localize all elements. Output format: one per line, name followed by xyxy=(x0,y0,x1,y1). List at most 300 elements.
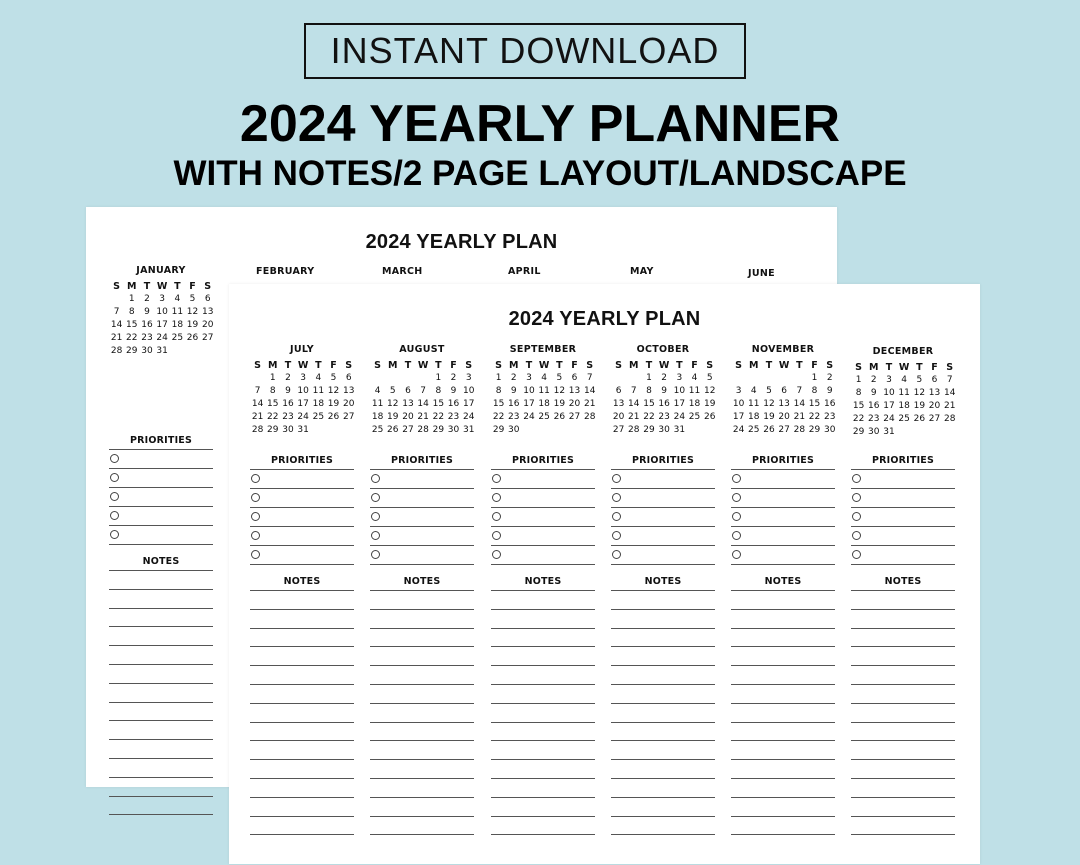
priority-checkbox[interactable] xyxy=(612,493,621,502)
calendar-day: 4 xyxy=(174,294,181,304)
weekday-label: S xyxy=(855,362,863,373)
notes-line[interactable] xyxy=(109,702,213,703)
notes-line[interactable] xyxy=(731,609,835,610)
notes-line[interactable] xyxy=(250,665,354,666)
calendar-day: 29 xyxy=(808,425,821,435)
priority-checkbox[interactable] xyxy=(612,531,621,540)
notes-line[interactable] xyxy=(491,628,595,629)
calendar-day: 6 xyxy=(204,294,211,304)
notes-line[interactable] xyxy=(370,684,474,685)
notes-line[interactable] xyxy=(370,740,474,741)
calendar-day xyxy=(927,426,942,439)
notes-line[interactable] xyxy=(370,646,474,647)
calendar-day: 27 xyxy=(568,412,581,422)
calendar-day: 15 xyxy=(267,399,279,409)
notes-line[interactable] xyxy=(250,722,354,723)
calendar-day: 2 xyxy=(510,373,517,383)
notes-line[interactable] xyxy=(250,778,354,779)
weekday-label: T xyxy=(315,360,322,371)
notes-line[interactable] xyxy=(250,684,354,685)
notes-line[interactable] xyxy=(851,684,955,685)
notes-line[interactable] xyxy=(109,777,213,778)
priority-rule xyxy=(109,544,213,545)
month-name: JULY xyxy=(290,344,314,355)
priority-rule xyxy=(851,507,955,508)
calendar-day: 25 xyxy=(898,414,910,424)
notes-line[interactable] xyxy=(109,626,213,627)
priority-checkbox[interactable] xyxy=(492,550,501,559)
priority-rule xyxy=(109,506,213,507)
weekday-label: T xyxy=(676,360,683,371)
calendar-day: 28 xyxy=(251,425,264,435)
calendar-day: 14 xyxy=(943,388,956,398)
priority-checkbox[interactable] xyxy=(371,550,380,559)
weekday-label: T xyxy=(404,360,412,371)
notes-line[interactable] xyxy=(851,778,955,779)
calendar-day: 6 xyxy=(781,386,788,396)
calendar-day: 22 xyxy=(126,333,138,343)
priority-rule xyxy=(370,469,474,470)
weekday-label: S xyxy=(495,360,503,371)
calendar-day: 5 xyxy=(916,375,923,385)
priority-checkbox[interactable] xyxy=(732,531,741,540)
notes-line[interactable] xyxy=(491,646,595,647)
notes-line[interactable] xyxy=(370,722,474,723)
calendar-day: 24 xyxy=(732,425,745,435)
calendar-day xyxy=(687,424,702,437)
notes-line[interactable] xyxy=(731,684,835,685)
notes-line[interactable] xyxy=(851,797,955,798)
calendar-day: 30 xyxy=(508,425,520,435)
calendar-day: 5 xyxy=(189,294,196,304)
notes-line[interactable] xyxy=(611,722,715,723)
weekday-label: T xyxy=(174,281,181,292)
priority-checkbox[interactable] xyxy=(732,550,741,559)
priority-checkbox[interactable] xyxy=(110,473,119,482)
weekday-label: S xyxy=(345,360,353,371)
priority-checkbox[interactable] xyxy=(371,493,380,502)
notes-line[interactable] xyxy=(731,740,835,741)
calendar-day: 7 xyxy=(630,386,637,396)
calendar-day: 17 xyxy=(156,320,168,330)
priority-checkbox[interactable] xyxy=(612,512,621,521)
calendar-day: 1 xyxy=(128,294,135,304)
notes-line[interactable] xyxy=(250,759,354,760)
weekday-label: S xyxy=(374,360,382,371)
calendar-day: 6 xyxy=(615,386,622,396)
calendar-day: 29 xyxy=(267,425,279,435)
priorities-heading: PRIORITIES xyxy=(270,455,334,466)
priority-checkbox[interactable] xyxy=(852,550,861,559)
calendar-day: 18 xyxy=(371,412,384,422)
weekday-label: F xyxy=(330,360,337,371)
priority-checkbox[interactable] xyxy=(492,512,501,521)
notes-line[interactable] xyxy=(250,590,354,591)
notes-line[interactable] xyxy=(731,703,835,704)
notes-line[interactable] xyxy=(611,740,715,741)
notes-line[interactable] xyxy=(109,739,213,740)
calendar-day xyxy=(912,426,927,439)
priority-checkbox[interactable] xyxy=(492,493,501,502)
calendar-day xyxy=(537,424,552,437)
calendar-day: 27 xyxy=(778,425,790,435)
calendar-day: 18 xyxy=(898,401,910,411)
calendar-day: 19 xyxy=(703,399,716,409)
notes-line[interactable] xyxy=(250,609,354,610)
calendar-day: 10 xyxy=(883,388,895,398)
notes-line[interactable] xyxy=(491,665,595,666)
priority-rule xyxy=(731,564,835,565)
notes-line[interactable] xyxy=(731,722,835,723)
calendar-day: 7 xyxy=(946,375,953,385)
notes-line[interactable] xyxy=(370,590,474,591)
calendar-day xyxy=(341,424,356,437)
calendar-day xyxy=(521,424,536,437)
notes-line[interactable] xyxy=(851,722,955,723)
notes-line[interactable] xyxy=(109,758,213,759)
notes-line[interactable] xyxy=(491,778,595,779)
calendar-day xyxy=(761,372,776,385)
calendar-day: 10 xyxy=(732,399,745,409)
notes-heading: NOTES xyxy=(524,576,562,587)
calendar-day: 4 xyxy=(315,373,322,383)
calendar-day: 19 xyxy=(553,399,566,409)
calendar-day: 31 xyxy=(883,427,895,437)
calendar-day: 21 xyxy=(628,412,640,422)
calendar-day: 31 xyxy=(673,425,686,435)
calendar-day: 26 xyxy=(387,425,399,435)
calendar-day xyxy=(170,345,185,358)
priority-checkbox[interactable] xyxy=(371,474,380,483)
priority-rule xyxy=(250,564,354,565)
month-column xyxy=(611,343,715,863)
calendar-day: 20 xyxy=(778,412,790,422)
notes-line[interactable] xyxy=(611,816,715,817)
notes-line[interactable] xyxy=(370,816,474,817)
notes-line[interactable] xyxy=(851,628,955,629)
notes-line[interactable] xyxy=(851,834,955,835)
calendar-day: 1 xyxy=(646,373,652,383)
notes-line[interactable] xyxy=(370,609,474,610)
priority-checkbox[interactable] xyxy=(251,531,260,540)
notes-line[interactable] xyxy=(491,834,595,835)
calendar-day: 27 xyxy=(402,425,414,435)
priority-checkbox[interactable] xyxy=(852,493,861,502)
priority-rule xyxy=(370,545,474,546)
priority-checkbox[interactable] xyxy=(492,531,501,540)
weekday-label: T xyxy=(556,360,563,371)
notes-line[interactable] xyxy=(109,683,213,684)
notes-line[interactable] xyxy=(491,816,595,817)
weekday-label: M xyxy=(268,360,278,371)
notes-line[interactable] xyxy=(250,740,354,741)
calendar-day: 9 xyxy=(510,386,517,396)
calendar-day: 9 xyxy=(661,386,668,396)
priority-rule xyxy=(731,469,835,470)
weekday-label: M xyxy=(869,362,879,373)
calendar-day: 20 xyxy=(402,412,414,422)
calendar-day: 21 xyxy=(251,412,264,422)
priority-rule xyxy=(109,487,213,488)
notes-line[interactable] xyxy=(731,816,835,817)
notes-line[interactable] xyxy=(731,759,835,760)
notes-line[interactable] xyxy=(851,609,955,610)
calendar-day xyxy=(567,424,582,437)
calendar-day: 15 xyxy=(432,399,445,409)
priorities-heading: PRIORITIES xyxy=(390,455,454,466)
notes-line[interactable] xyxy=(491,590,595,591)
notes-heading: NOTES xyxy=(283,576,321,587)
priorities-heading: PRIORITIES xyxy=(511,455,575,466)
weekday-label: W xyxy=(156,281,168,292)
priority-checkbox[interactable] xyxy=(852,512,861,521)
notes-line[interactable] xyxy=(370,665,474,666)
notes-line[interactable] xyxy=(611,590,715,591)
notes-line[interactable] xyxy=(370,628,474,629)
calendar-day xyxy=(702,424,717,437)
notes-line[interactable] xyxy=(611,703,715,704)
priority-checkbox[interactable] xyxy=(251,493,260,502)
calendar-day: 7 xyxy=(254,386,261,396)
priority-checkbox[interactable] xyxy=(110,454,119,463)
notes-line[interactable] xyxy=(370,797,474,798)
calendar-day: 12 xyxy=(186,307,199,317)
priority-checkbox[interactable] xyxy=(732,493,741,502)
notes-line[interactable] xyxy=(250,816,354,817)
priority-rule xyxy=(109,525,213,526)
calendar-day: 21 xyxy=(943,401,956,411)
weekday-label: S xyxy=(465,360,473,371)
notes-line[interactable] xyxy=(109,664,213,665)
calendar-day: 10 xyxy=(297,386,309,396)
notes-heading: NOTES xyxy=(644,576,682,587)
notes-line[interactable] xyxy=(491,722,595,723)
notes-line[interactable] xyxy=(611,609,715,610)
notes-line[interactable] xyxy=(491,609,595,610)
calendar-day: 4 xyxy=(374,386,381,396)
month-name: FEBRUARY xyxy=(256,266,315,277)
priority-rule xyxy=(370,564,474,565)
calendar-day: 11 xyxy=(748,399,760,409)
month-column xyxy=(370,343,474,863)
notes-line[interactable] xyxy=(731,778,835,779)
calendar-day: 28 xyxy=(583,412,596,422)
notes-line[interactable] xyxy=(851,816,955,817)
notes-line[interactable] xyxy=(731,797,835,798)
calendar-day: 8 xyxy=(128,307,135,317)
priority-rule xyxy=(611,526,715,527)
notes-line[interactable] xyxy=(611,665,715,666)
calendar-day: 3 xyxy=(159,294,166,304)
notes-line[interactable] xyxy=(250,834,354,835)
calendar-day: 31 xyxy=(297,425,309,435)
priority-rule xyxy=(611,488,715,489)
notes-line[interactable] xyxy=(851,590,955,591)
notes-line[interactable] xyxy=(611,759,715,760)
priority-checkbox[interactable] xyxy=(612,550,621,559)
calendar-day: 17 xyxy=(523,399,535,409)
calendar-day: 13 xyxy=(402,399,414,409)
calendar-day xyxy=(777,372,792,385)
priority-checkbox[interactable] xyxy=(251,512,260,521)
calendar-day: 14 xyxy=(628,399,640,409)
weekday-label: T xyxy=(885,362,893,373)
notes-line[interactable] xyxy=(731,590,835,591)
weekday-label: S xyxy=(586,360,594,371)
notes-line[interactable] xyxy=(731,646,835,647)
calendar-day: 6 xyxy=(571,373,578,383)
calendar-day: 30 xyxy=(282,425,294,435)
priority-checkbox[interactable] xyxy=(251,474,260,483)
priority-checkbox[interactable] xyxy=(371,531,380,540)
priority-checkbox[interactable] xyxy=(371,512,380,521)
weekday-label: F xyxy=(450,360,457,371)
weekday-label: S xyxy=(204,281,212,292)
notes-line[interactable] xyxy=(851,740,955,741)
calendar-day: 17 xyxy=(462,399,475,409)
sub-headline: WITH NOTES/2 PAGE LAYOUT/LANDSCAPE xyxy=(173,154,907,193)
calendar-day: 19 xyxy=(186,320,199,330)
priority-checkbox[interactable] xyxy=(852,531,861,540)
priority-checkbox[interactable] xyxy=(110,492,119,501)
notes-line[interactable] xyxy=(611,628,715,629)
calendar-day: 27 xyxy=(201,333,214,343)
notes-line[interactable] xyxy=(370,778,474,779)
calendar-day: 21 xyxy=(793,412,806,422)
notes-line[interactable] xyxy=(851,703,955,704)
weekday-label: S xyxy=(826,360,834,371)
month-column xyxy=(851,345,955,865)
calendar-day xyxy=(552,424,567,437)
month-name: DECEMBER xyxy=(872,346,934,357)
calendar-day: 26 xyxy=(913,414,926,424)
calendar-day: 9 xyxy=(285,386,291,396)
notes-line[interactable] xyxy=(491,759,595,760)
priority-checkbox[interactable] xyxy=(251,550,260,559)
calendar-day: 25 xyxy=(312,412,325,422)
notes-line[interactable] xyxy=(250,628,354,629)
notes-line[interactable] xyxy=(491,797,595,798)
calendar-day: 2 xyxy=(661,373,668,383)
calendar-day: 24 xyxy=(156,333,168,343)
notes-line[interactable] xyxy=(250,703,354,704)
notes-line[interactable] xyxy=(250,646,354,647)
notes-line[interactable] xyxy=(491,703,595,704)
calendar-day: 13 xyxy=(928,388,941,398)
notes-line[interactable] xyxy=(109,796,213,797)
notes-line[interactable] xyxy=(109,814,213,815)
notes-line[interactable] xyxy=(851,665,955,666)
priority-checkbox[interactable] xyxy=(852,474,861,483)
calendar-day: 12 xyxy=(327,386,340,396)
priority-checkbox[interactable] xyxy=(732,512,741,521)
priority-rule xyxy=(491,545,595,546)
notes-line[interactable] xyxy=(370,834,474,835)
calendar-day: 16 xyxy=(141,320,153,330)
notes-line[interactable] xyxy=(611,778,715,779)
calendar-day: 5 xyxy=(330,373,337,383)
notes-line[interactable] xyxy=(491,684,595,685)
calendar-day: 18 xyxy=(748,412,760,422)
calendar-day: 16 xyxy=(823,399,836,409)
notes-line[interactable] xyxy=(851,646,955,647)
instant-download-badge: INSTANT DOWNLOAD xyxy=(304,23,746,79)
notes-line[interactable] xyxy=(109,589,213,590)
priority-rule xyxy=(491,507,595,508)
calendar-day: 22 xyxy=(267,412,279,422)
notes-line[interactable] xyxy=(250,797,354,798)
notes-heading: NOTES xyxy=(142,556,180,567)
calendar-day: 5 xyxy=(556,373,563,383)
calendar-day: 16 xyxy=(282,399,294,409)
calendar-day: 7 xyxy=(796,386,803,396)
calendar-day: 23 xyxy=(447,412,460,422)
notes-line[interactable] xyxy=(611,646,715,647)
calendar-day: 23 xyxy=(868,414,880,424)
calendar-day: 17 xyxy=(732,412,745,422)
notes-line[interactable] xyxy=(611,834,715,835)
calendar-day: 26 xyxy=(186,333,199,343)
notes-line[interactable] xyxy=(109,720,213,721)
calendar-day: 11 xyxy=(538,386,550,396)
notes-heading: NOTES xyxy=(403,576,441,587)
priority-checkbox[interactable] xyxy=(110,530,119,539)
calendar-day xyxy=(582,424,597,437)
notes-line[interactable] xyxy=(370,759,474,760)
calendar-day: 12 xyxy=(913,388,926,398)
calendar-day: 15 xyxy=(126,320,138,330)
priority-checkbox[interactable] xyxy=(110,511,119,520)
calendar-day: 6 xyxy=(345,373,352,383)
notes-line[interactable] xyxy=(611,797,715,798)
calendar-day: 30 xyxy=(447,425,460,435)
calendar-day: 14 xyxy=(251,399,264,409)
calendar-day: 25 xyxy=(748,425,760,435)
priority-checkbox[interactable] xyxy=(732,474,741,483)
priority-rule xyxy=(611,469,715,470)
priority-checkbox[interactable] xyxy=(612,474,621,483)
notes-line[interactable] xyxy=(491,740,595,741)
calendar-day: 6 xyxy=(931,375,938,385)
notes-line[interactable] xyxy=(109,570,213,571)
calendar-day: 30 xyxy=(823,425,836,435)
calendar-day: 2 xyxy=(870,375,877,385)
notes-line[interactable] xyxy=(109,608,213,609)
weekday-label: S xyxy=(946,362,954,373)
calendar-day: 5 xyxy=(389,386,396,396)
calendar-day xyxy=(416,372,431,385)
notes-line[interactable] xyxy=(731,665,835,666)
notes-line[interactable] xyxy=(370,703,474,704)
weekday-label: T xyxy=(284,360,292,371)
notes-line[interactable] xyxy=(851,759,955,760)
calendar-day: 10 xyxy=(156,307,168,317)
notes-line[interactable] xyxy=(611,684,715,685)
notes-line[interactable] xyxy=(109,645,213,646)
calendar-day: 1 xyxy=(855,375,862,385)
priority-checkbox[interactable] xyxy=(492,474,501,483)
notes-line[interactable] xyxy=(731,834,835,835)
calendar-day: 10 xyxy=(673,386,686,396)
calendar-day: 16 xyxy=(508,399,520,409)
calendar-day: 19 xyxy=(763,412,775,422)
calendar-day: 17 xyxy=(297,399,309,409)
notes-line[interactable] xyxy=(731,628,835,629)
priority-rule xyxy=(851,564,955,565)
weekday-label: W xyxy=(658,360,670,371)
calendar-day: 11 xyxy=(898,388,910,398)
calendar-day: 2 xyxy=(144,294,150,304)
